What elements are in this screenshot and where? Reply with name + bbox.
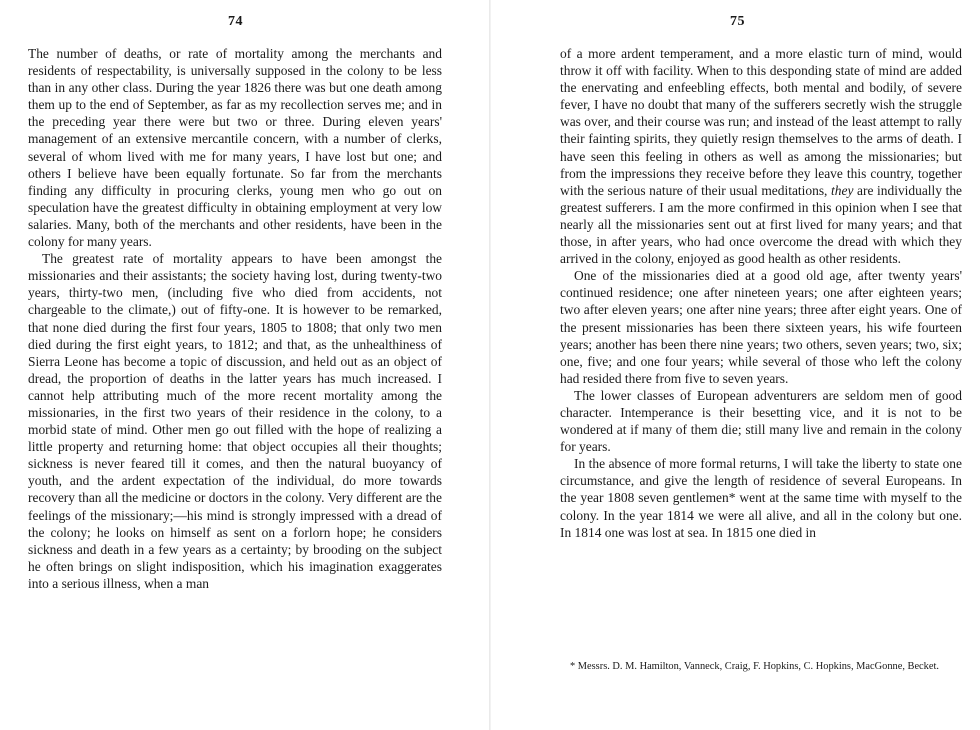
right-page-body xyxy=(560,45,962,541)
page-number-right: 75 xyxy=(730,14,745,29)
paragraph: The greatest rate of mortality appears to have been amongst the missionaries and their assistants; the society having lost, during twenty-two years, thirty-two men, (including five who died from accidents, not chargeable to the climate,) out of fifty-one. It is however to be remarked, that none died during the first four years, 1805 to 1808; that only two men died during the first eight years, to 1812; and that, as the unhealthiness of Sierra Leone has become a topic of discussion, and held out as an object of dread, the proportion of deaths in the latter years has much increased. I cannot help attributing much of the more recent mortality among the missionaries, in the first two years of their residence in the colony, to a morbid state of mind. Other men go out filled with the hope of realizing a little property and returning home: that object occupies all their thoughts; sickness is never feared till it comes, and then the natural buoyancy of youth, and the ardent expectation of the individual, do more towards recovery than all the medicine or doctors in the colony. Very different are the feelings of the missionary;—his mind is strongly impressed with a dread of the colony; he looks on himself as sent on a forlorn hope; he considers sickness and death in a few years as a certainty; by brooding on the subject he often brings on slight indisposition, which his imagination exaggerates into a serious illness, when a man xyxy=(28,251,442,591)
left-page-body xyxy=(28,45,442,592)
emphasis-text: they xyxy=(831,182,854,198)
paragraph-text: of a more ardent temperament, and a more elastic turn of mind, would throw it off with facility. When to this desponding state of mind are added the enervating and enfeebling effects, both mental and bodily, of severe fever, I have no doubt that many of the sufferers secretly wish the struggle was over, and their course was run; and instead of the least attempt to rally their fainting spirits, they quietly resign themselves to the arms of death. I have seen this feeling in others as well as among the missionaries; but from the impressions they receive before they leave this country, together with the serious nature of their usual meditations, xyxy=(560,46,962,198)
paragraph: The lower classes of European adventurers are seldom men of good character. Intemperance is their besetting vice, and it is not to be wondered at if many of them die; still many live and remain in the colony for years. xyxy=(560,387,962,455)
right-page xyxy=(490,0,980,730)
paragraph: The number of deaths, or rate of mortality among the merchants and residents of respectability, is universally supposed in the colony to be less than in any other class. During the year 1826 there was but one death among them up to the end of September, as far as my recollection serves me; and in the preceding year there were but two or three. During eleven years' management of an extensive mercantile concern, with a number of clerks, several of whom lived with me for many years, I have lost but one; and others I believe have been equally fortunate. So far from the merchants finding any difficulty in procuring clerks, young men who go out on speculation have the greatest difficulty in obtaining employment at very low salaries. Many, both of the merchants and other residents, have been in the colony for many years. xyxy=(28,46,442,250)
paragraph: One of the missionaries died at a good old age, after twenty years' continued residence; one after nineteen years; one after eighteen years; two after eleven years; one after nine years; three after eight years. One of the present missionaries has been there sixteen years, his wife fourteen years; another has been there nine years; two others, seven years; two, six; one, five; and one four years; while several of those who left the colony had resided there from five to seven years. xyxy=(560,268,962,386)
page-number-left: 74 xyxy=(228,14,243,29)
paragraph xyxy=(560,45,962,267)
paragraph-text: are individually the greatest sufferers. I am the more confirmed in this opinion when I see that nearly all the missionaries sent out at first lived for many years; and that those, in after years, who had once overcome the dread with which they arrived in the colony, enjoyed as good health as other residents. xyxy=(560,182,963,267)
paragraph: In the absence of more formal returns, I will take the liberty to state one circumstance, and give the length of residence of several Europeans. In the year 1808 seven gentlemen* went at the same time with myself to the colony. In the year 1814 we were all alive, and all in the colony but one. In 1814 one was lost at sea. In 1815 one died in xyxy=(560,456,962,540)
footnote: * Messrs. D. M. Hamilton, Vanneck, Craig, F. Hopkins, C. Hopkins, MacGonne, Becket. xyxy=(570,661,939,672)
